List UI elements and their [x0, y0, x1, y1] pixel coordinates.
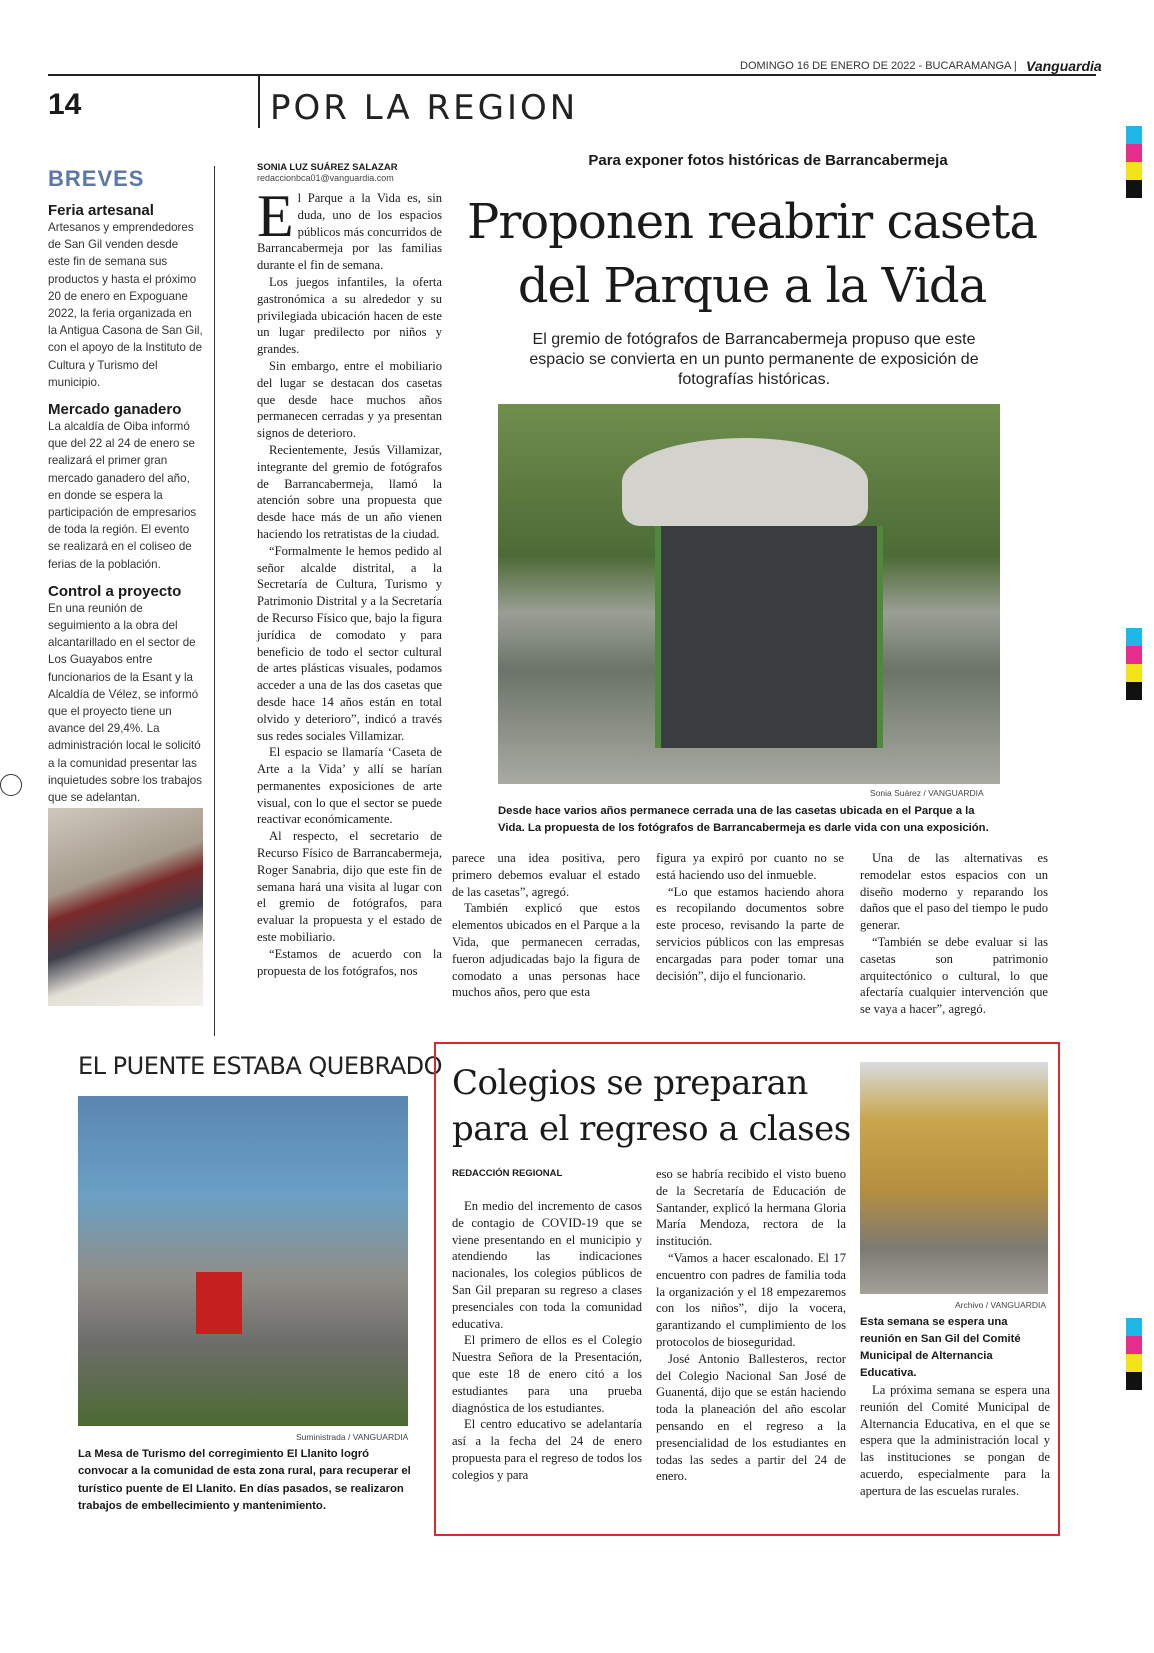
breves-title: BREVES: [48, 166, 145, 191]
paragraph: Al respecto, el secretario de Recurso Físico de Barrancabermeja, Roger Sanabria, dijo que este fin de semana hará una visita al lugar con el gremio de fotógrafos, para evaluar la propuesta y el estado de este mobiliario.: [257, 829, 442, 945]
drop-cap: E: [257, 183, 294, 249]
paragraph: eso se habría recibido el visto bueno de la Secretaría de Educación de Santander, explicó la hermana Gloria María Mendoza, rectora de la institución.: [656, 1167, 846, 1249]
breve-body: La alcaldía de Oiba informó que del 22 al 24 de enero se realizará el primer gran mercado ganadero del año, en donde se espera la participación de empresarios de toda la región. El evento se realizará en el coliseo de ferias de la población.: [48, 420, 197, 571]
article-column-2: [452, 850, 640, 1001]
paragraph: La próxima semana se espera una reunión del Comité Municipal de Alternancia Educativa, en el que se espera que la administración local y las instituciones se pongan de acuerdo, especialmente para la apertura de las escuelas rurales.: [860, 1383, 1050, 1498]
breves-column: [48, 166, 203, 806]
author-byline: SONIA LUZ SUÁREZ SALAZAR: [257, 162, 398, 173]
print-color-bar: [1126, 1354, 1142, 1372]
print-color-bar: [1126, 180, 1142, 198]
colegios-headline: Colegios se preparan para el regreso a clases: [452, 1063, 851, 1149]
photo-credit: Sonia Suárez / VANGUARDIA: [870, 788, 984, 798]
breve-heading: Control a proyecto: [48, 582, 182, 600]
photo-caption: Esta semana se espera una reunión en San Gil del Comité Municipal de Alternancia Educativa.: [860, 1316, 1021, 1379]
author-email: redaccionbca01@vanguardia.com: [257, 173, 394, 183]
paragraph: Una de las alternativas es remodelar estos espacios con un diseño moderno y reparando los daños que el paso del tiempo le pudo generar.: [860, 851, 1048, 933]
photo-credit: Archivo / VANGUARDIA: [955, 1300, 1047, 1310]
paragraph: En medio del incremento de casos de contagio de COVID-19 que se viene presentando en el municipio y atendiendo las indicaciones nacionales, los colegios públicos de San Gil preparan su regreso a clases presenciales con toda la comunidad educativa.: [452, 1199, 642, 1331]
registration-mark-icon: [0, 774, 22, 796]
top-rule: [48, 74, 1096, 76]
page-number: 14: [48, 88, 82, 121]
school-photo: [860, 1062, 1048, 1294]
dateline: DOMINGO 16 DE ENERO DE 2022 - BUCARAMANGA |: [740, 60, 1017, 72]
paragraph: Recientemente, Jesús Villamizar, integrante del gremio de fotógrafos de Barrancabermeja, llamó la atención sobre una propuesta que desde hace más de un año vienen haciendo los retratistas de la ciudad.: [257, 442, 442, 541]
paragraph: Los juegos infantiles, la oferta gastronómica a su alrededor y su privilegiada ubicación hacen de este un lugar predilecto por niños y grandes.: [257, 274, 442, 357]
colegios-column-1: [452, 1198, 642, 1484]
paragraph: figura ya expiró por cuanto no se está haciendo uso del inmueble.: [656, 851, 844, 882]
paragraph: “Vamos a hacer escalonado. El 17 encuentro con padres de familia toda la organización y el 18 empezaremos con los niños”, dijo la vocera, garantizando el cumplimiento de los protocolos de bioseguridad.: [656, 1250, 846, 1349]
photo-caption: Desde hace varios años permanece cerrada una de las casetas ubicada en el Parque a la Vida. La propuesta de los fotógrafos de Barrancabermeja es darle vida con una exposición.: [498, 805, 989, 834]
column-rule: [214, 166, 215, 1036]
bridge-title: EL PUENTE ESTABA QUEBRADO: [78, 1052, 442, 1080]
paragraph: José Antonio Ballesteros, rector del Colegio Nacional San José de Guanentá, dijo que se están haciendo toda la planeación del año escolar pensando en el regreso a la presencialidad de los estudiantes en todas las sedes a partir del 24 de enero.: [656, 1351, 846, 1484]
print-color-bar: [1126, 162, 1142, 180]
paragraph: “También se debe evaluar si las casetas son patrimonio arquitectónico o cultural, lo que afectaría cualquier intervención que se vaya a hacer”, agregó.: [860, 934, 1048, 1017]
print-color-bar: [1126, 144, 1142, 162]
colegios-column-3: [860, 1382, 1050, 1500]
colegios-column-2: [656, 1166, 846, 1485]
breves-photo: [48, 808, 203, 1006]
paragraph: El primero de ellos es el Colegio Nuestra Señora de la Presentación, que este 18 de enero citó a los estudiantes para una prueba diagnóstica de los estudiantes.: [452, 1333, 642, 1415]
breve-heading: Feria artesanal: [48, 202, 154, 219]
masthead-logo: Vanguardia: [1026, 58, 1102, 74]
bridge-photo-figure: [196, 1272, 242, 1334]
print-color-bar: [1126, 1336, 1142, 1354]
print-color-bar: [1126, 664, 1142, 682]
print-color-bar: [1126, 628, 1142, 646]
print-color-bar: [1126, 1372, 1142, 1390]
print-color-bar: [1126, 682, 1142, 700]
paragraph: El centro educativo se adelantaría así a la fecha del 24 de enero propuesta para el regreso de todos los colegios y para: [452, 1417, 642, 1482]
paragraph: Sin embargo, entre el mobiliario del lugar se destacan dos casetas que desde hace muchos años permanecen cerradas y ya presentan signos de deterioro.: [257, 358, 442, 441]
paragraph: l Parque a la Vida es, sin duda, uno de los espacios públicos más concurridos de Barrancabermeja por las familias durante el fin de semana.: [257, 191, 442, 273]
paragraph: El espacio se llamaría ‘Caseta de Arte a la Vida’ y allí se harían permanentes exposiciones de arte visual, con lo que el sector se puede reactivar económicamente.: [257, 745, 442, 827]
article-column-4: [860, 850, 1048, 1018]
colegios-byline: REDACCIÓN REGIONAL: [452, 1168, 563, 1179]
bridge-photo: [78, 1096, 408, 1426]
article-kicker: Para exponer fotos históricas de Barrancabermeja: [588, 152, 948, 169]
kiosk-body: [655, 526, 883, 748]
print-color-bar: [1126, 1318, 1142, 1336]
article-column-1: [257, 183, 443, 979]
article-deck: El gremio de fotógrafos de Barrancabermeja propuso que este espacio se convierta en un punto permanente de exposición de fotografías históricas.: [529, 331, 979, 388]
kiosk-roof: [622, 438, 868, 526]
breve-body: Artesanos y emprendedores de San Gil venden desde este fin de semana sus productos y hasta el próximo 20 de enero en Expoguane 2022, la feria organizada en la Antigua Casona de San Gil, con el apoyo de la Instituto de Cultura y Turismo del municipio.: [48, 221, 203, 389]
article-column-3: [656, 850, 844, 984]
photo-credit: Suministrada / VANGUARDIA: [296, 1432, 409, 1442]
article-headline: Proponen reabrir caseta del Parque a la Vida: [467, 194, 1037, 314]
paragraph: “Lo que estamos haciendo ahora es recopilando documentos sobre este proceso, revisando la parte de servicios públicos con las empresas encargadas para poder tomar una decisión”, dijo el funcionario.: [656, 884, 844, 983]
photo-caption: La Mesa de Turismo del corregimiento El Llanito logró convocar a la comunidad de esta zona rural, para recuperar el turístico puente de El Llanito. En días pasados, se realizaron trabajos de embellecimiento y mantenimiento.: [78, 1448, 411, 1513]
paragraph: parece una idea positiva, pero primero debemos evaluar el estado de las casetas”, agregó.: [452, 851, 640, 899]
paragraph: “Formalmente le hemos pedido al señor alcalde distrital, a la Secretaría de Cultura, Turismo y Patrimonio Distrital y a la Secretaría de Recurso Físico que, bajo la figura jurídica de comodato y para beneficio de todo el sector cultural de artes plásticas visuales, podamos acceder a una de las dos casetas que desde hace 14 años están en total olvido y deterioro”, indicó a través sus redes sociales Villamizar.: [257, 543, 443, 743]
print-color-bar: [1126, 126, 1142, 144]
section-title: POR LA REGION: [270, 88, 579, 128]
paragraph: “Estamos de acuerdo con la propuesta de los fotógrafos, nos: [257, 946, 442, 978]
breve-heading: Mercado ganadero: [48, 401, 182, 419]
section-divider: [258, 76, 260, 128]
breve-body: En una reunión de seguimiento a la obra del alcantarillado en el sector de Los Guayabos entre funcionarios de la Esant y la Alcaldía de Vélez, se informó que el proyecto tiene un avance del 29,4%. La administración local le solicitó a la comunidad presentar las inquietudes sobre los trabajos que se adelantan.: [48, 601, 203, 805]
paragraph: También explicó que estos elementos ubicados en el Parque a la Vida, que permanecen cerradas, fueron adjudicadas bajo la figura de comodato a unas personas hace muchos años, pero que esta: [452, 901, 640, 1000]
print-color-bar: [1126, 646, 1142, 664]
